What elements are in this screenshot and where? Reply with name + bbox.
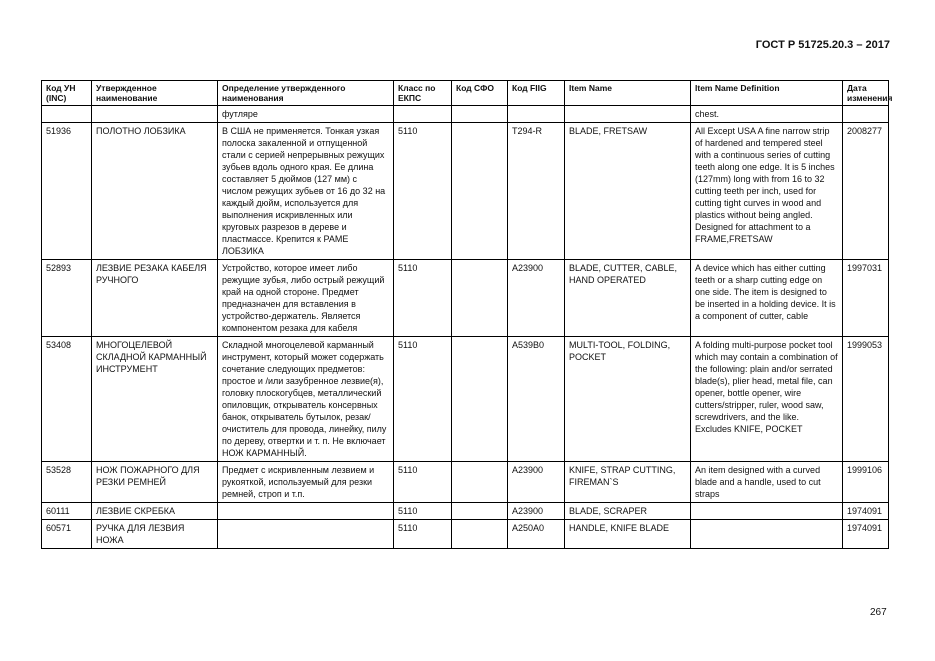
cell-class: 5110 [394, 520, 452, 549]
cell-change-date: 2008277 [843, 123, 889, 260]
cell-class [394, 106, 452, 123]
cell-definition: Устройство, которое имеет либо режущие зубья, либо острый режущий край на одной стороне. Предмет предназначен для вставления в устройство-держатель. Является компонентом резака для кабеля [218, 260, 394, 337]
cell-item-name: MULTI-TOOL, FOLDING, POCKET [565, 337, 691, 462]
cell-definition: Предмет с искривленным лезвием и рукояткой, используемый для резки ремней, строп и т.п. [218, 462, 394, 503]
column-header-fiig: Код FIIG [508, 81, 565, 106]
cell-definition [218, 503, 394, 520]
cell-item-name-definition: A device which has either cutting teeth or a sharp cutting edge on one side. The item is designed to be inserted in a holding device. It is a component of cutter, cable [691, 260, 843, 337]
cell-approved-name: ЛЕЗВИЕ СКРЕБКА [92, 503, 218, 520]
cell-change-date: 1974091 [843, 520, 889, 549]
cell-approved-name: НОЖ ПОЖАРНОГО ДЛЯ РЕЗКИ РЕМНЕЙ [92, 462, 218, 503]
table-row [42, 337, 889, 462]
cell-approved-name: ЛЕЗВИЕ РЕЗАКА КАБЕЛЯ РУЧНОГО [92, 260, 218, 337]
document-standard-header: ГОСТ Р 51725.20.3 – 2017 [755, 39, 890, 51]
table-row [42, 462, 889, 503]
column-header-item-name: Item Name [565, 81, 691, 106]
cell-item-name: HANDLE, KNIFE BLADE [565, 520, 691, 549]
cell-inc: 53408 [42, 337, 92, 462]
cell-definition [218, 520, 394, 549]
cell-change-date: 1999106 [843, 462, 889, 503]
cell-change-date: 1999053 [843, 337, 889, 462]
cell-inc [42, 106, 92, 123]
cell-change-date: 1997031 [843, 260, 889, 337]
cell-approved-name: ПОЛОТНО ЛОБЗИКА [92, 123, 218, 260]
cell-item-name-definition [691, 503, 843, 520]
cell-class: 5110 [394, 337, 452, 462]
cell-class: 5110 [394, 462, 452, 503]
cell-fiig: A250A0 [508, 520, 565, 549]
cell-fiig: A23900 [508, 462, 565, 503]
cell-item-name-definition: An item designed with a curved blade and a handle, used to cut straps [691, 462, 843, 503]
cell-fiig: A539B0 [508, 337, 565, 462]
cell-item-name: KNIFE, STRAP CUTTING, FIREMAN`S [565, 462, 691, 503]
table-row [42, 123, 889, 260]
cell-fiig: T294-R [508, 123, 565, 260]
cell-item-name-definition [691, 520, 843, 549]
cell-item-name-definition: A folding multi-purpose pocket tool which may contain a combination of the following: plain and/or serrated blade(s), plier head, metal file, can opener, bottle opener, wire cutters/stripper, ruler, wood saw, screwdrivers, and the like. Excludes KNIFE, POCKET [691, 337, 843, 462]
table-header-row [42, 81, 889, 106]
table-row [42, 260, 889, 337]
table-row [42, 106, 889, 123]
column-header-inc: Код УН (INC) [42, 81, 92, 106]
cell-approved-name: РУЧКА ДЛЯ ЛЕЗВИЯ НОЖА [92, 520, 218, 549]
cell-sfo [452, 106, 508, 123]
cell-change-date: 1974091 [843, 503, 889, 520]
cell-fiig [508, 106, 565, 123]
column-header-change-date: Дата изменения [843, 81, 889, 106]
cell-class: 5110 [394, 260, 452, 337]
cell-approved-name: МНОГОЦЕЛЕВОЙ СКЛАДНОЙ КАРМАННЫЙ ИНСТРУМЕНТ [92, 337, 218, 462]
cell-fiig: A23900 [508, 503, 565, 520]
cell-definition: В США не применяется. Тонкая узкая полоска закаленной и отпущенной стали с серией непрерывных режущих зубьев вдоль одного края. Ее длина составляет 5 дюймов (127 мм) с числом режущих зубьев от 16 до 32 на каждый дюйм, используется для выполнения искривленных или круговых разрезов в дереве и пластмассе. Крепится к РАМЕ ЛОБЗИКА [218, 123, 394, 260]
column-header-approved-name: Утвержденное наименование [92, 81, 218, 106]
page-number: 267 [870, 607, 887, 618]
column-header-class: Класс по ЕКПС [394, 81, 452, 106]
items-table [41, 80, 893, 549]
cell-fiig: A23900 [508, 260, 565, 337]
table-row [42, 503, 889, 520]
cell-sfo [452, 337, 508, 462]
cell-definition: футляре [218, 106, 394, 123]
cell-item-name-definition: chest. [691, 106, 843, 123]
cell-item-name: BLADE, FRETSAW [565, 123, 691, 260]
cell-approved-name [92, 106, 218, 123]
cell-sfo [452, 462, 508, 503]
column-header-sfo: Код СФО [452, 81, 508, 106]
cell-sfo [452, 520, 508, 549]
cell-class: 5110 [394, 123, 452, 260]
cell-sfo [452, 503, 508, 520]
cell-class: 5110 [394, 503, 452, 520]
cell-sfo [452, 260, 508, 337]
cell-item-name: BLADE, SCRAPER [565, 503, 691, 520]
cell-inc: 51936 [42, 123, 92, 260]
cell-inc: 53528 [42, 462, 92, 503]
cell-inc: 60571 [42, 520, 92, 549]
table-row [42, 520, 889, 549]
cell-inc: 60111 [42, 503, 92, 520]
cell-inc: 52893 [42, 260, 92, 337]
cell-item-name: BLADE, CUTTER, CABLE, HAND OPERATED [565, 260, 691, 337]
column-header-definition: Определение утвержденного наименования [218, 81, 394, 106]
cell-definition: Складной многоцелевой карманный инструмент, который может содержать сочетание следующих предметов: простое и /или зазубренное лезвие(я), головку плоскогубцев, металлический опиловщик, открыватель консервных банок, открыватель бутылок, резак/очиститель для провода, линейку, пилу по дереву, отвертки и т. п. Не включает НОЖ КАРМАННЫЙ. [218, 337, 394, 462]
cell-sfo [452, 123, 508, 260]
cell-item-name [565, 106, 691, 123]
column-header-item-name-definition: Item Name Definition [691, 81, 843, 106]
cell-item-name-definition: All Except USA A fine narrow strip of hardened and tempered steel with a continuous series of cutting teeth along one edge. It is 5 inches (127mm) long with from 16 to 32 cutting teeth per inch, used for cutting tight curves in wood and plastics without being angled. Designed for attachment to a FRAME,FRETSAW [691, 123, 843, 260]
cell-change-date [843, 106, 889, 123]
